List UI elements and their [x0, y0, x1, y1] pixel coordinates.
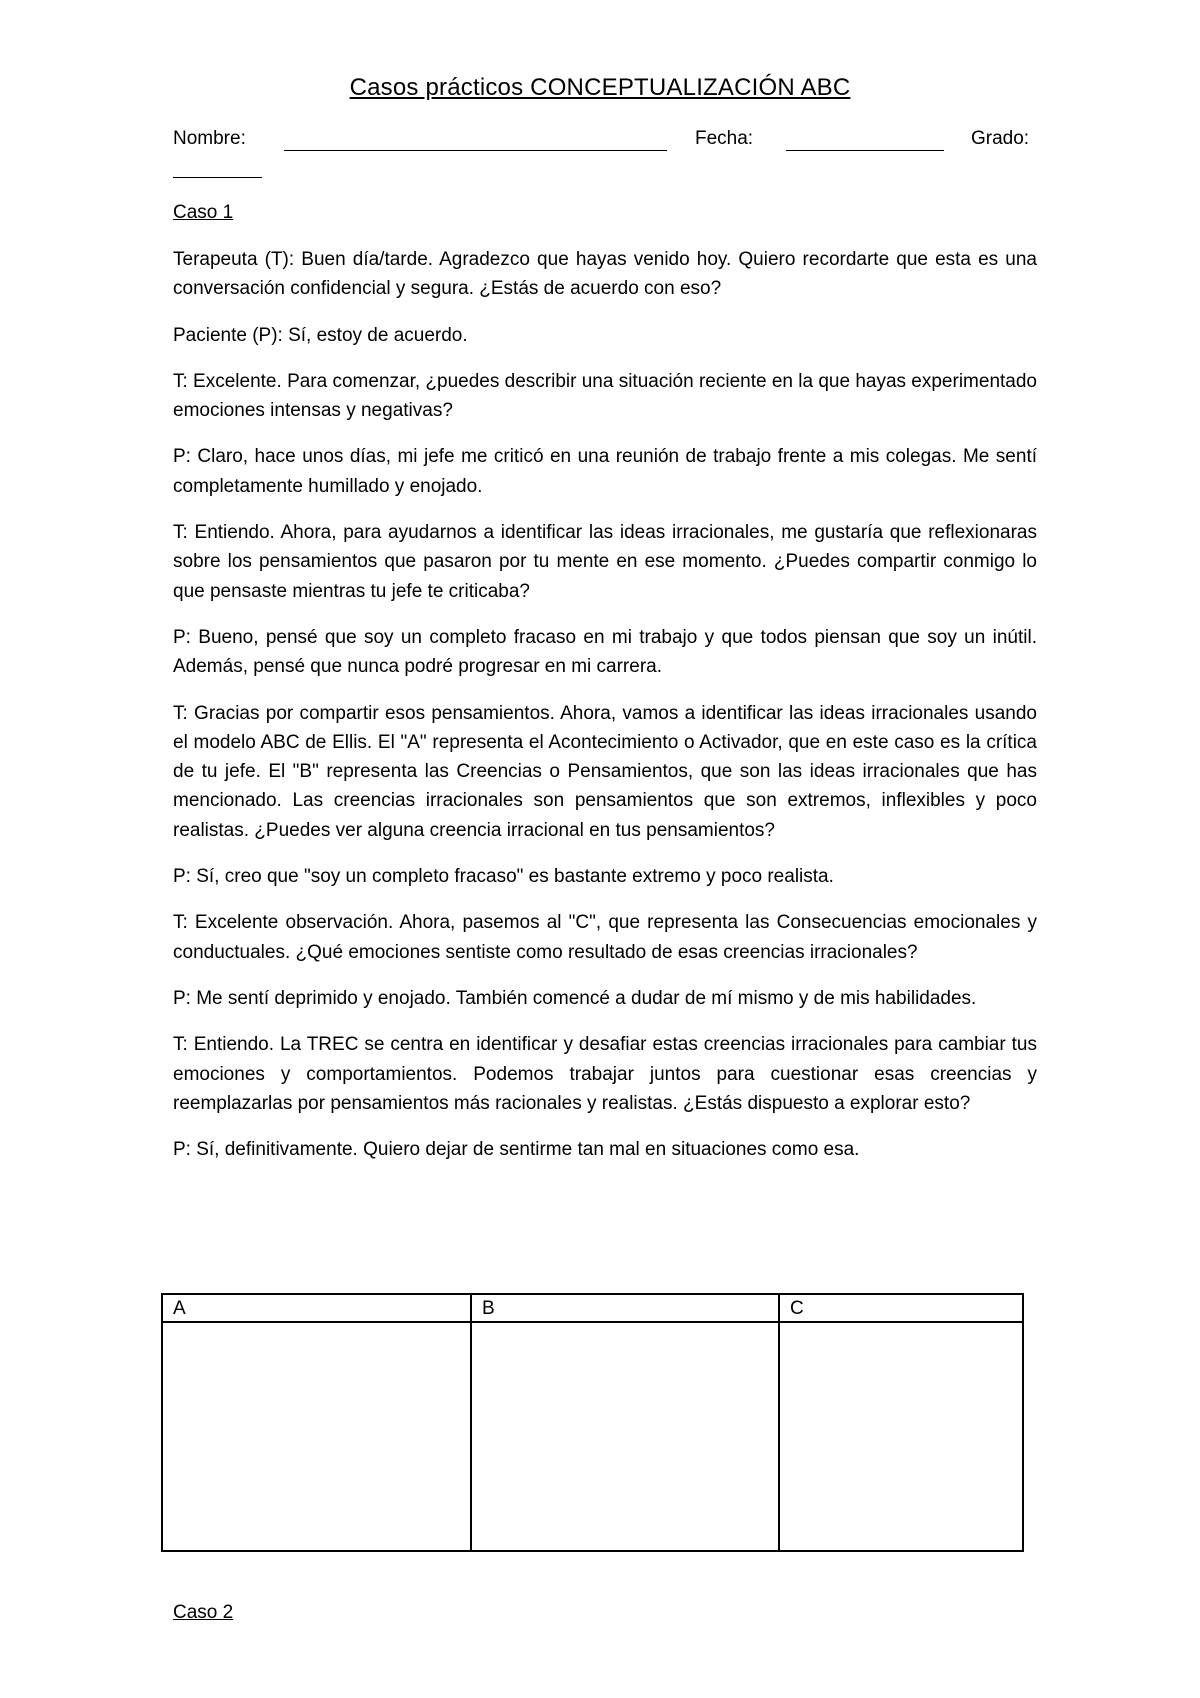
column-a-header: A — [162, 1294, 471, 1322]
abc-table — [161, 1293, 1024, 1552]
dialogue-line: T: Entiendo. Ahora, para ayudarnos a identificar las ideas irracionales, me gustaría que reflexionaras sobre los pensamientos que pasaron por tu mente en ese momento. ¿Puedes compartir conmigo lo que pensaste mientras tu jefe te criticaba? — [173, 522, 1037, 602]
column-c-header: C — [779, 1294, 1023, 1322]
dialogue-line: Paciente (P): Sí, estoy de acuerdo. — [173, 324, 468, 346]
dialogue-line: P: Sí, creo que "soy un completo fracaso" es bastante extremo y poco realista. — [173, 866, 834, 888]
abc-table-answer-row — [162, 1322, 1023, 1551]
case-1-heading: Caso 1 — [173, 202, 234, 223]
column-b-answer-cell[interactable] — [471, 1322, 779, 1551]
header-fields — [173, 128, 1037, 154]
date-field[interactable] — [786, 150, 944, 151]
column-a-answer-cell[interactable] — [162, 1322, 471, 1551]
dialogue-line: T: Gracias por compartir esos pensamientos. Ahora, vamos a identificar las ideas irracionales usando el modelo ABC de Ellis. El "A" representa el Acontecimiento o Activador, que en este caso es la crítica de tu jefe. El "B" representa las Creencias o Pensamientos, que son las ideas irracionales que has mencionado. Las creencias irracionales son pensamientos que son extremos, inflexibles y poco realistas. ¿Puedes ver alguna creencia irracional en tus pensamientos? — [173, 702, 1037, 841]
dialogue-line: P: Sí, definitivamente. Quiero dejar de sentirme tan mal en situaciones como esa. — [173, 1139, 860, 1161]
name-label: Nombre: — [173, 128, 246, 149]
case-2-heading: Caso 2 — [173, 1602, 234, 1623]
dialogue-line: P: Claro, hace unos días, mi jefe me criticó en una reunión de trabajo frente a mis colegas. Me sentí completamente humillado y enojado. — [173, 446, 1037, 497]
date-label: Fecha: — [695, 128, 754, 149]
name-field[interactable] — [284, 150, 667, 151]
column-b-header: B — [471, 1294, 779, 1322]
page-title: Casos prácticos CONCEPTUALIZACIÓN ABC — [349, 74, 851, 101]
dialogue-line: P: Me sentí deprimido y enojado. También comencé a dudar de mí mismo y de mis habilidades. — [173, 987, 977, 1009]
dialogue-line: P: Bueno, pensé que soy un completo fracaso en mi trabajo y que todos piensan que soy un inútil. Además, pensé que nunca podré progresar en mi carrera. — [173, 626, 1037, 678]
dialogue-line: T: Entiendo. La TREC se centra en identificar y desafiar estas creencias irracionales para cambiar tus emociones y comportamientos. Podemos trabajar juntos para cuestionar esas creencias y reemplazarlas por pensamientos más racionales y realistas. ¿Estás dispuesto a explorar esto? — [173, 1034, 1037, 1114]
dialogue-line: Terapeuta (T): Buen día/tarde. Agradezco que hayas venido hoy. Quiero recordarte que esta es una conversación confidencial y segura. ¿Estás de acuerdo con eso? — [173, 249, 1037, 300]
dialogue-line: T: Excelente observación. Ahora, pasemos al "C", que representa las Consecuencias emocionales y conductuales. ¿Qué emociones sentiste como resultado de esas creencias irracionales? — [173, 912, 1037, 963]
grade-field[interactable] — [173, 177, 262, 178]
grade-label: Grado: — [971, 128, 1030, 149]
case-1-dialogue — [173, 245, 1037, 1181]
dialogue-line: T: Excelente. Para comenzar, ¿puedes describir una situación reciente en la que hayas experimentado emociones intensas y negativas? — [173, 370, 1037, 422]
column-c-answer-cell[interactable] — [779, 1322, 1023, 1551]
abc-table-header-row — [162, 1294, 1023, 1322]
